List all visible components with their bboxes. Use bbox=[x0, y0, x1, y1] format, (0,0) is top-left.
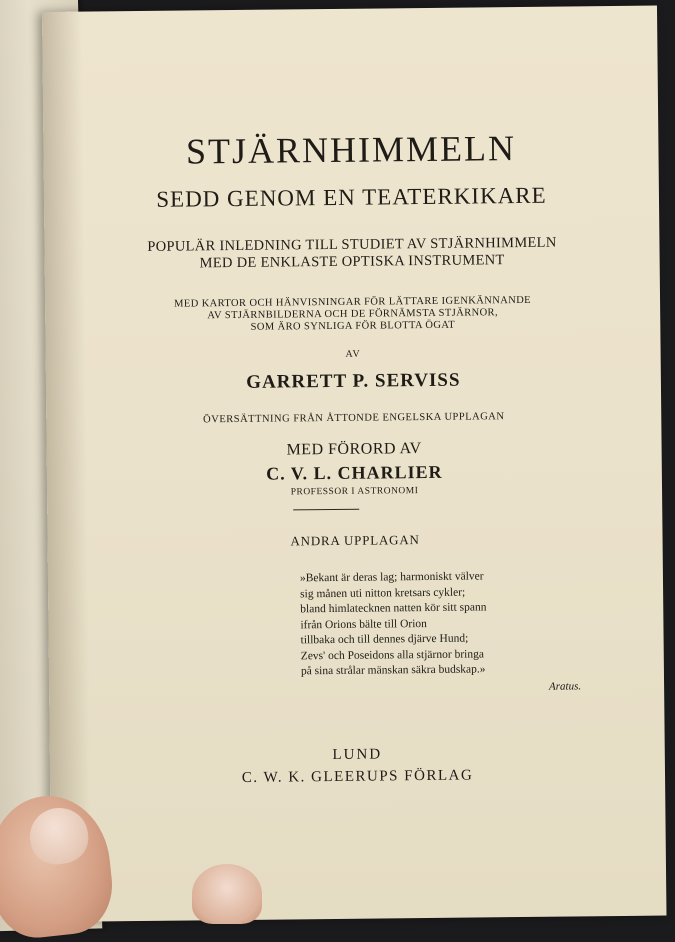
maps-block bbox=[45, 294, 660, 336]
poem-line: ifrån Orions bälte till Orion bbox=[300, 617, 427, 631]
book-subtitle: SEDD GENOM EN TEATERKIKARE bbox=[156, 182, 547, 212]
poem-line: »Bekant är deras lag; harmoniskt välver bbox=[299, 570, 484, 585]
edition-label: ANDRA UPPLAGAN bbox=[290, 532, 420, 549]
foreword-author: C. V. L. CHARLIER bbox=[266, 461, 443, 484]
foreword-author-title: PROFESSOR I ASTRONOMI bbox=[290, 486, 419, 498]
poem-attribution: Aratus. bbox=[548, 679, 582, 693]
maps-line: AV STJÄRNBILDERNA OCH DE FÖRNÄMSTA STJÄRNOR, bbox=[207, 307, 499, 322]
intro-line: POPULÄR INLEDNING TILL STUDIET AV STJÄRNHIMMELN bbox=[147, 234, 557, 255]
publisher-name: C. W. K. GLEERUPS FÖRLAG bbox=[241, 767, 474, 786]
translation-note: ÖVERSÄTTNING FRÅN ÅTTONDE ENGELSKA UPPLAGAN bbox=[203, 411, 505, 426]
divider-rule bbox=[293, 509, 359, 511]
fingertip bbox=[192, 864, 262, 924]
intro-block bbox=[44, 234, 659, 274]
by-label: AV bbox=[345, 348, 361, 360]
poem-line: bland himlatecknen natten kör sitt spann bbox=[300, 601, 487, 616]
maps-line: MED KARTOR OCH HÄNVISNINGAR FÖR LÄTTARE IGENKÄNNANDE bbox=[174, 294, 532, 310]
foreword-label: MED FÖRORD AV bbox=[286, 440, 422, 459]
poem-line: sig månen uti nitton kretsars cykler; bbox=[300, 586, 466, 600]
poem-line: på sina strålar mänskan säkra budskap.» bbox=[300, 663, 486, 678]
author-name: GARRETT P. SERVISS bbox=[246, 369, 461, 393]
publication-place: LUND bbox=[332, 746, 383, 763]
title-page bbox=[42, 6, 666, 922]
poem-line: tillbaka och till dennes djärve Hund; bbox=[300, 632, 469, 647]
poem-line: Zevs' och Poseidons alla stjärnor bringa bbox=[300, 647, 484, 662]
book-title: STJÄRNHIMMELN bbox=[185, 128, 517, 172]
maps-line: SOM ÄRO SYNLIGA FÖR BLOTTA ÖGAT bbox=[250, 319, 456, 333]
epigraph-poem bbox=[300, 568, 581, 697]
intro-line: MED DE ENKLASTE OPTISKA INSTRUMENT bbox=[199, 252, 505, 272]
